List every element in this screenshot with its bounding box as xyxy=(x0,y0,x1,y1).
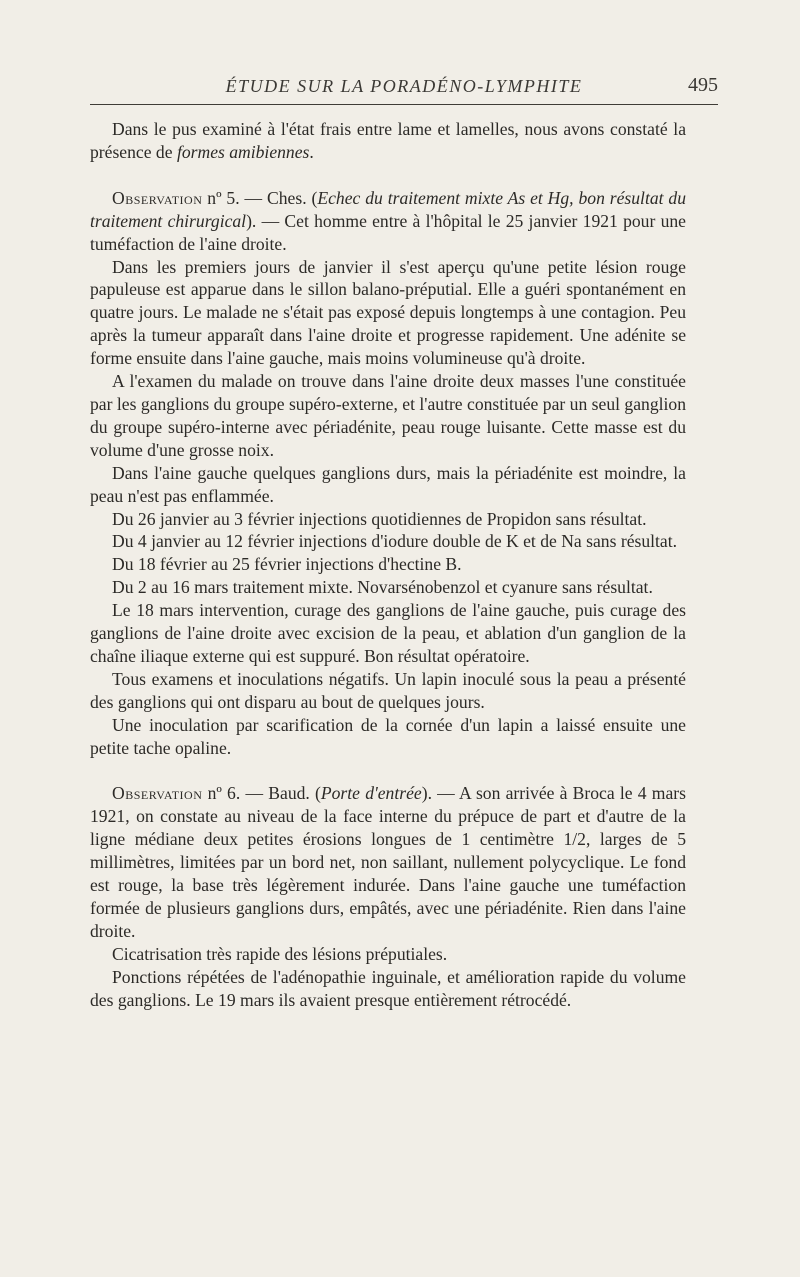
header-rule xyxy=(90,104,718,105)
text-run: — Baud. ( xyxy=(240,783,321,804)
paragraph: A l'examen du malade on trouve dans l'aine droite deux masses l'une constituée par les ganglions du groupe supéro-externe, et l'autre constituée par un seul ganglion du groupe supéro-interne avec périadénite, peau rouge luisante. Cette masse est du volume d'une grosse noix. xyxy=(90,371,686,460)
text-run: ). — Cet homme entre à l'hôpital le 25 janvier 1921 pour une tuméfaction de l'aine droite. xyxy=(90,210,686,254)
paragraph: Du 18 février au 25 février injections d'hectine B. xyxy=(112,554,462,575)
paragraph: Une inoculation par scarification de la cornée d'un lapin a laissé ensuite une petite tache opaline. xyxy=(90,714,686,758)
observation-number: nº 6. xyxy=(207,783,241,804)
page-number: 495 xyxy=(688,74,718,96)
observation-title: Echec du traitement mixte As et Hg, bon résultat du traitement chirurgical xyxy=(90,187,687,231)
paragraph: Du 4 janvier au 12 février injections d'iodure double de K et de Na sans résultat. xyxy=(112,531,678,552)
paragraph: Du 2 au 16 mars traitement mixte. Novarsénobenzol et cyanure sans résultat. xyxy=(112,577,653,598)
observation-6-heading xyxy=(90,782,686,942)
paragraph xyxy=(90,118,686,164)
observation-5-heading xyxy=(90,187,686,256)
text-run: . xyxy=(309,141,314,162)
text-run: Dans le pus examiné à l'état frais entre lame et lamelles, nous avons constaté la présence de xyxy=(90,119,686,162)
paragraph: Cicatrisation très rapide des lésions préputiales. xyxy=(112,943,448,964)
observation-title: Porte d'entrée xyxy=(320,783,422,804)
observation-label: Observation xyxy=(112,187,203,208)
paragraph: Ponctions répétées de l'adénopathie inguinale, et amélioration rapide du volume des ganglions. Le 19 mars ils avaient presque entièrement rétrocédé. xyxy=(90,966,686,1010)
body-text xyxy=(90,118,686,1012)
text-run: ). — A son arrivée à Broca le 4 mars 1921, on constate au niveau de la face interne du prépuce de part et d'autre de la ligne médiane deux petites érosions longues de 1 centimètre 1/2, larges de 5 millimètres, limitées par un bord net, non saillant, nullement polycyclique. Le fond est rouge, la base très légèrement indurée. Dans l'aine gauche une tuméfaction formée de plusieurs ganglions durs, empâtés, avec une périadénite. Rien dans l'aine droite. xyxy=(90,783,687,941)
italic-text: formes amibiennes xyxy=(176,141,310,162)
observation-number: nº 5. xyxy=(207,187,240,208)
paragraph: Le 18 mars intervention, curage des ganglions de l'aine gauche, puis curage des ganglions de l'aine droite avec excision de la peau, et ablation d'un ganglion de la chaîne iliaque externe qui est suppuré. Bon résultat opératoire. xyxy=(90,600,686,666)
observation-label: Observation xyxy=(112,783,203,804)
paragraph: Du 26 janvier au 3 février injections quotidiennes de Propidon sans résultat. xyxy=(112,508,647,529)
running-title: ÉTUDE SUR LA PORADÉNO-LYMPHITE xyxy=(225,76,583,96)
running-head xyxy=(90,72,718,102)
paragraph: Dans l'aine gauche quelques ganglions durs, mais la périadénite est moindre, la peau n'est pas enflammée. xyxy=(90,462,686,506)
paragraph: Dans les premiers jours de janvier il s'est aperçu qu'une petite lésion rouge papuleuse est apparue dans le sillon balano-préputial. Elle a guéri spontanément en quatre jours. Le malade ne s'était pas exposé depuis longtemps à une contagion. Peu après la tumeur apparaît dans l'aine droite et progresse rapidement. Une adénite se forme ensuite dans l'aine gauche, mais moins volumineuse qu'à droite. xyxy=(90,256,686,369)
text-run: — Ches. ( xyxy=(239,187,318,208)
paragraph: Tous examens et inoculations négatifs. Un lapin inoculé sous la peau a présenté des ganglions qui ont disparu au bout de quelques jours. xyxy=(90,668,686,712)
